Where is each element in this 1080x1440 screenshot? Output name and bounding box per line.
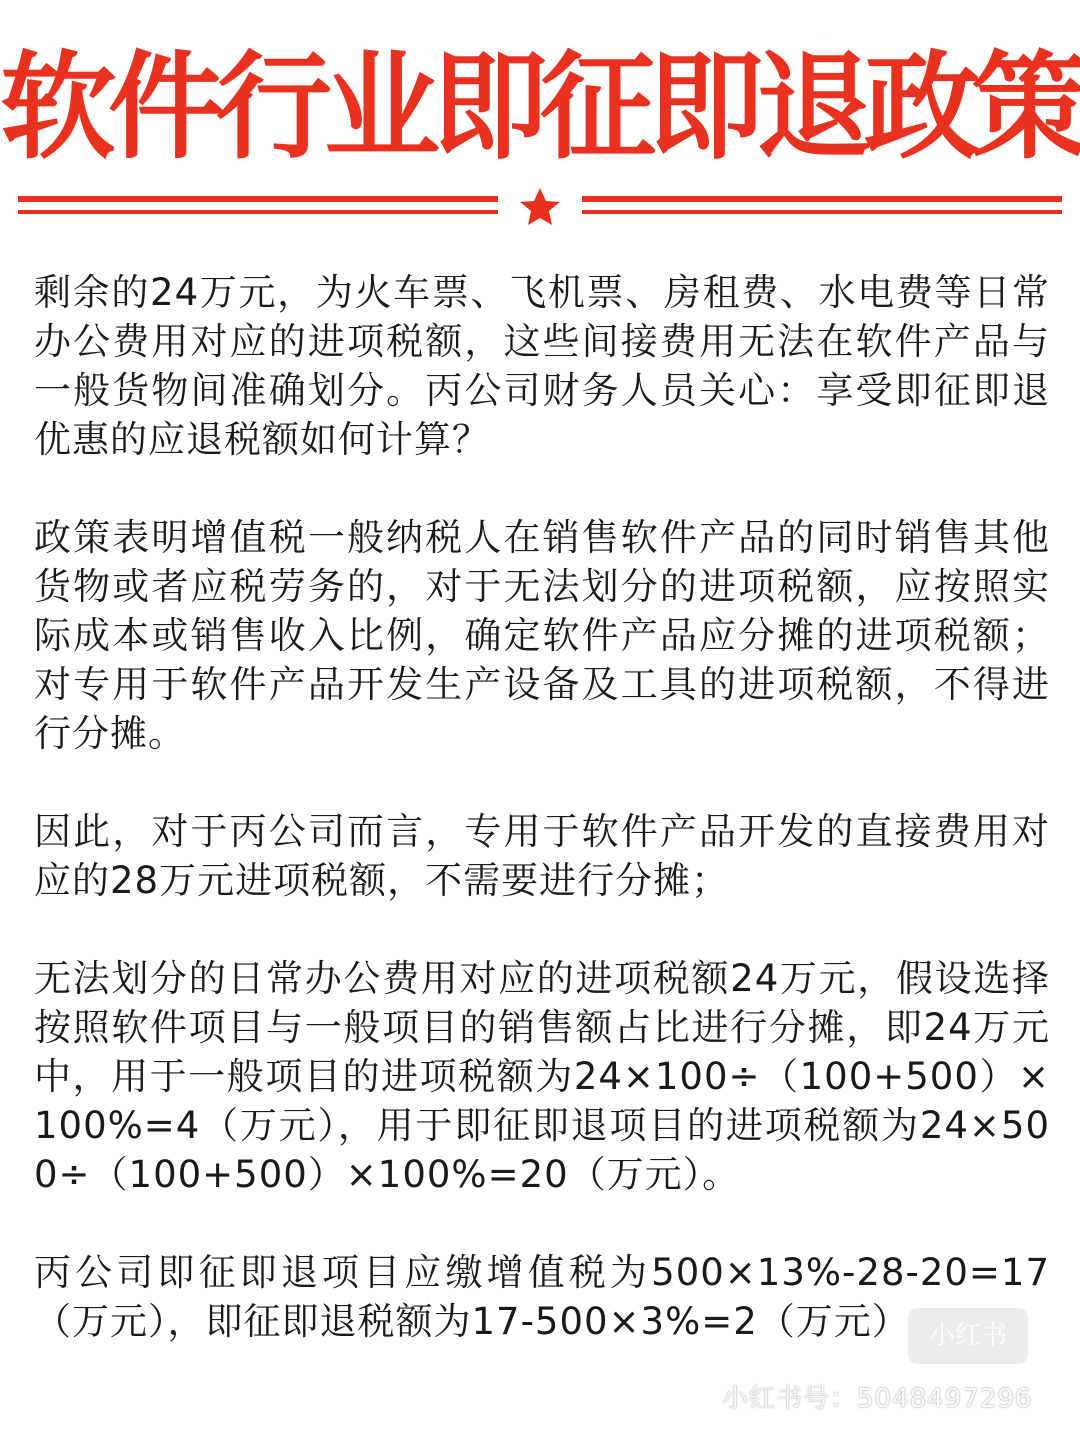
paragraph-1: 剩余的24万元，为火车票、飞机票、房租费、水电费等日常办公费用对应的进项税额，这些间接费用无法在软件产品与一般货物间准确划分。丙公司财务人员关心：享受即征即退优惠的应退税额如何计算？ [34, 271, 1050, 461]
paragraph-2: 政策表明增值税一般纳税人在销售软件产品的同时销售其他货物或者应税劳务的，对于无法划分的进项税额，应按照实际成本或销售收入比例，确定软件产品应分摊的进项税额；对专用于软件产品开发生产设备及工具的进项税额，不得进行分摊。 [34, 516, 1050, 755]
xiaohongshu-logo-watermark: 小红书 [908, 1308, 1028, 1364]
page-title: 软件行业即征即退政策 [0, 40, 1080, 175]
article-body [34, 268, 1050, 1395]
title-divider [18, 188, 1062, 228]
account-id-watermark: 小红书号：5048497296 [722, 1384, 1033, 1414]
paragraph-5: 丙公司即征即退项目应缴增值税为500×13%-28-20=17（万元），即征即退税额为17-500×3%=2（万元） [34, 1251, 1050, 1343]
paragraph-3: 因此，对于丙公司而言，专用于软件产品开发的直接费用对应的28万元进项税额，不需要进行分摊； [34, 810, 1050, 902]
star-icon [520, 188, 560, 225]
paragraph-4: 无法划分的日常办公费用对应的进项税额24万元，假设选择按照软件项目与一般项目的销售额占比进行分摊，即24万元中，用于一般项目的进项税额为24×100÷（100+500）×100%=4（万元），用于即征即退项目的进项税额为24×500÷（100+500）×100%=20（万元）。 [34, 957, 1050, 1196]
